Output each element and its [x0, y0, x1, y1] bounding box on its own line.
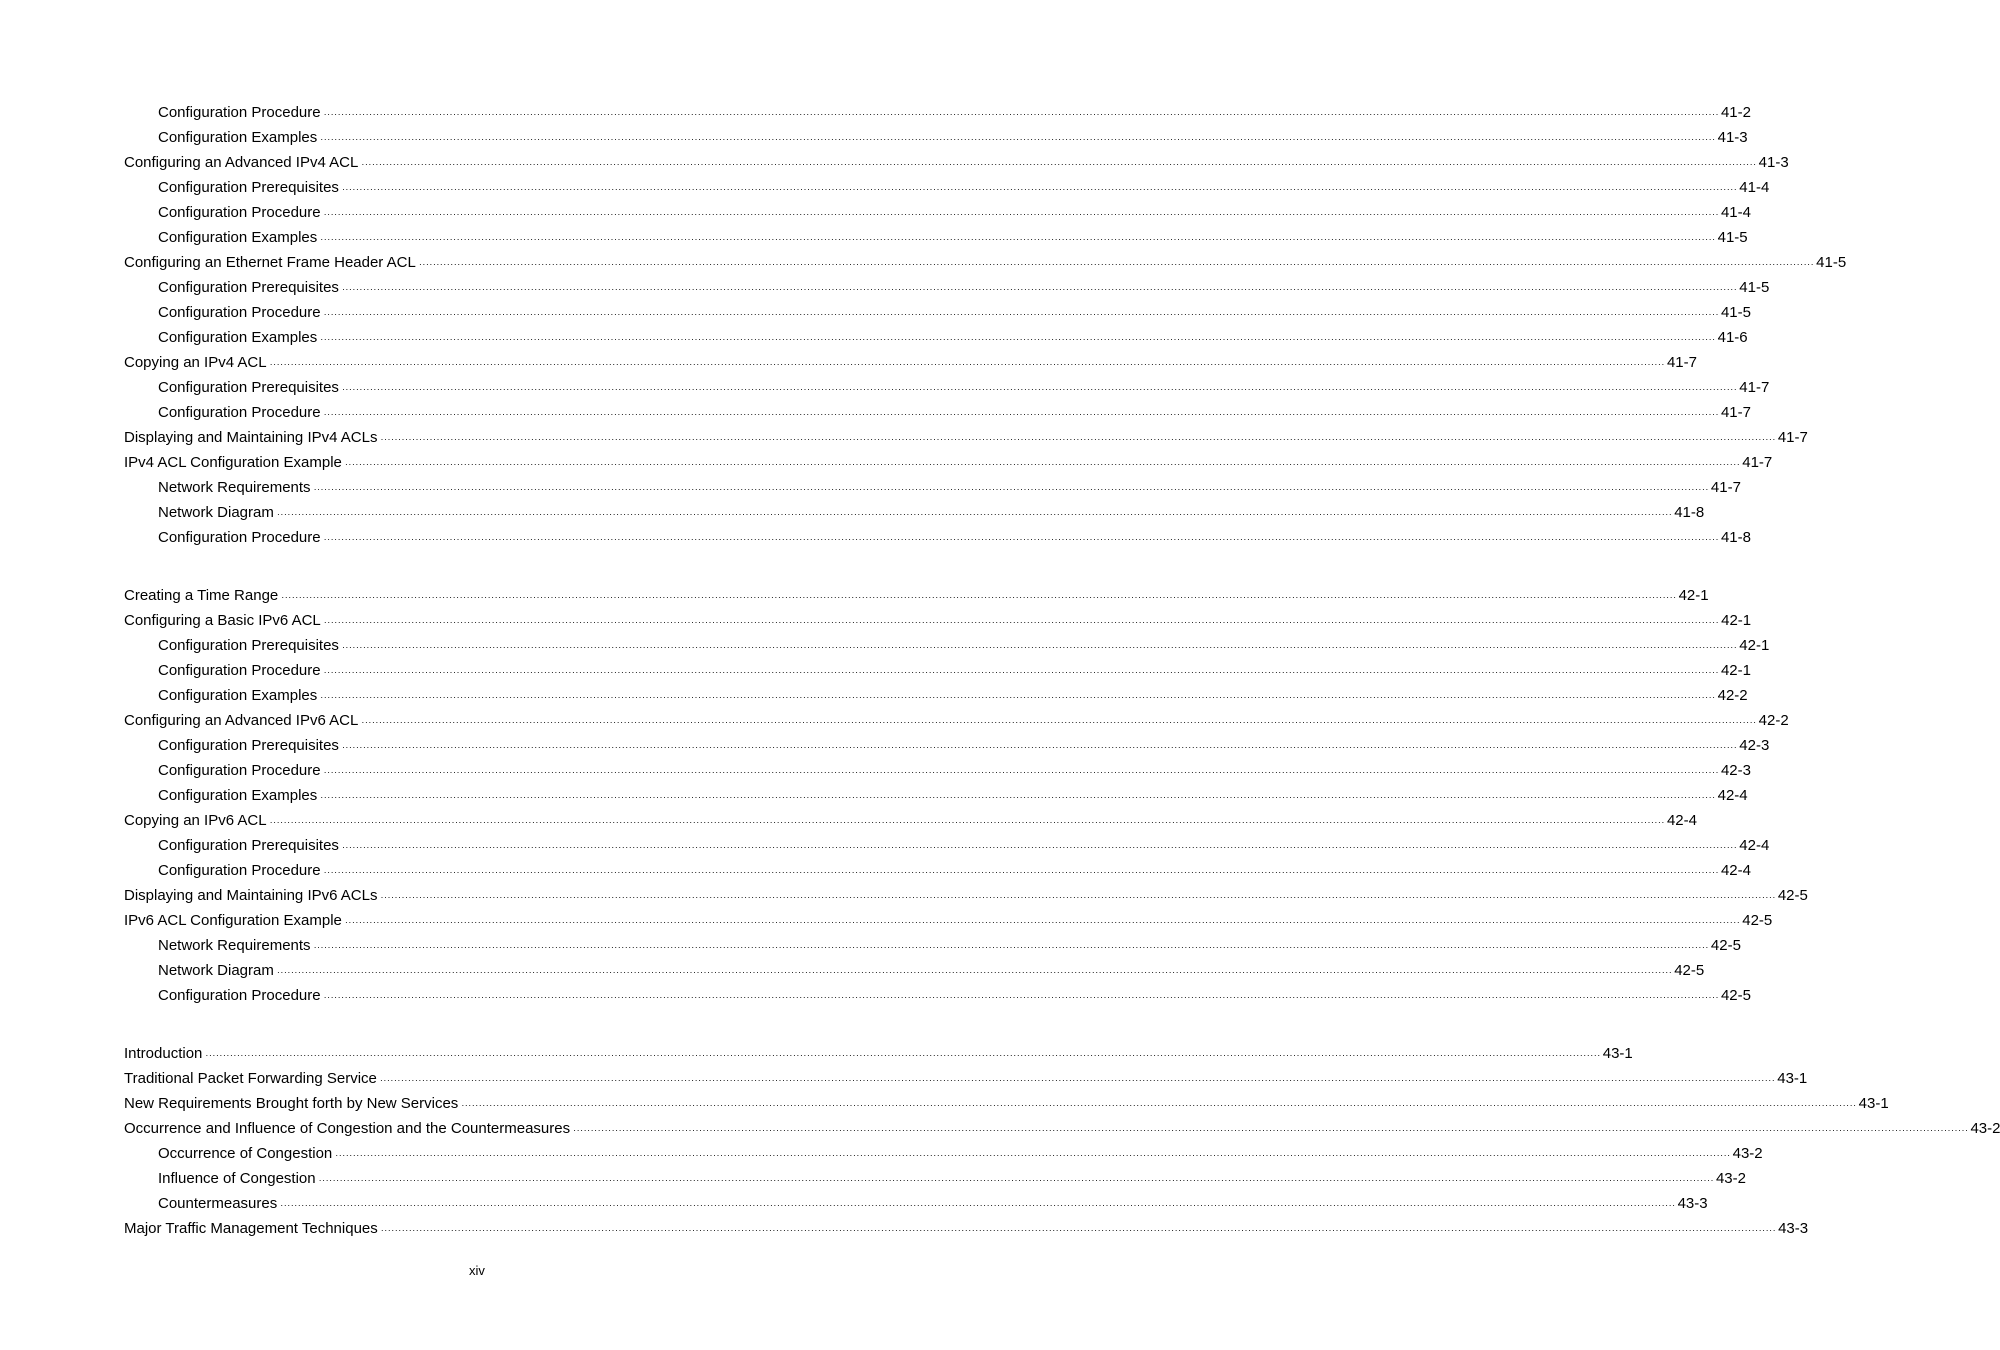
toc-entry-title: Configuration Examples: [158, 787, 318, 804]
toc-entry-title: Configuring an Advanced IPv4 ACL: [124, 154, 359, 171]
toc-entry-page: 43-2: [1715, 1170, 1746, 1187]
dot-leader: ···············································································································································································································································································································································································································: [320, 692, 1716, 702]
toc-entry-title: Configuration Examples: [158, 129, 318, 146]
toc-entry[interactable]: [124, 450, 1773, 475]
dot-leader: ···············································································································································································································································································································································································································: [323, 409, 1719, 419]
toc-entry-page: 41-5: [1717, 229, 1748, 246]
toc-entry-page: 41-3: [1717, 129, 1748, 146]
dot-leader: ···············································································································································································································································································································································································································: [320, 234, 1716, 244]
toc-entry-page: 41-4: [1720, 204, 1751, 221]
toc-entry-title: Configuring an Ethernet Frame Header ACL: [124, 254, 416, 271]
toc-entry[interactable]: [124, 808, 1697, 833]
toc-entry-title: Creating a Time Range: [124, 587, 279, 604]
toc-entry[interactable]: [124, 583, 1709, 608]
toc-entry[interactable]: [124, 250, 1847, 275]
toc-entry-page: 41-5: [1816, 254, 1847, 271]
dot-leader: ···············································································································································································································································································································································································································: [573, 1125, 1969, 1135]
toc-entry-page: 42-1: [1720, 662, 1751, 679]
toc-entry-title: Network Diagram: [158, 504, 274, 521]
dot-leader: ···············································································································································································································································································································································································································: [380, 1225, 1777, 1235]
toc-entry[interactable]: [124, 500, 1705, 525]
toc-entry-title: Configuration Examples: [158, 229, 318, 246]
toc-entry-page: 42-2: [1717, 687, 1748, 704]
toc-entry[interactable]: [124, 200, 1751, 225]
toc-entry[interactable]: [124, 1166, 1746, 1191]
toc-entry-page: 42-5: [1742, 912, 1773, 929]
dot-leader: ···············································································································································································································································································································································································································: [318, 1175, 1714, 1185]
toc-entry-title: Configuration Examples: [158, 687, 318, 704]
toc-entry-page: 41-6: [1717, 329, 1748, 346]
toc-entry-page: 41-7: [1666, 354, 1697, 371]
toc-entry-page: 41-7: [1742, 454, 1773, 471]
toc-entry-title: Configuration Prerequisites: [158, 279, 339, 296]
toc-entry[interactable]: [124, 608, 1752, 633]
dot-leader: ···············································································································································································································································································································································································································: [341, 842, 1738, 852]
toc-entry-page: 42-4: [1739, 837, 1770, 854]
dot-leader: ···············································································································································································································································································································································································································: [418, 259, 1815, 269]
toc-entry-title: Network Requirements: [158, 479, 311, 496]
toc-entry-title: Network Requirements: [158, 937, 311, 954]
toc-entry-title: Configuration Procedure: [158, 762, 321, 779]
dot-leader: ···············································································································································································································································································································································································································: [320, 792, 1716, 802]
toc-entry-page: 41-7: [1710, 479, 1741, 496]
toc-entry-page: 42-4: [1717, 787, 1748, 804]
dot-leader: ···············································································································································································································································································································································································································: [280, 1200, 1676, 1210]
toc-entry[interactable]: [124, 783, 1748, 808]
toc-entry-page: 43-3: [1677, 1195, 1708, 1212]
toc-section: [124, 583, 1808, 1008]
toc-entry-page: 42-5: [1720, 987, 1751, 1004]
toc-entry[interactable]: [124, 908, 1773, 933]
toc-entry-page: 41-7: [1720, 404, 1751, 421]
toc-entry[interactable]: [124, 858, 1751, 883]
toc-entry-title: Displaying and Maintaining IPv4 ACLs: [124, 429, 378, 446]
toc-entry-title: Configuring a Basic IPv6 ACL: [124, 612, 321, 629]
toc-entry-page: 41-4: [1739, 179, 1770, 196]
toc-entry[interactable]: [124, 1216, 1809, 1241]
dot-leader: ···············································································································································································································································································································································································································: [323, 534, 1719, 544]
toc-entry[interactable]: [124, 425, 1808, 450]
toc-section: [124, 100, 1847, 550]
toc-entry-title: Configuration Examples: [158, 329, 318, 346]
toc-entry-page: 41-8: [1720, 529, 1751, 546]
toc-entry-page: 42-4: [1666, 812, 1697, 829]
toc-entry[interactable]: [124, 375, 1770, 400]
dot-leader: ···············································································································································································································································································································································································································: [379, 1075, 1776, 1085]
toc-entry-title: Countermeasures: [158, 1195, 278, 1212]
dot-leader: ···············································································································································································································································································································································································································: [344, 459, 1741, 469]
toc-entry-title: Configuration Procedure: [158, 204, 321, 221]
toc-entry-title: Configuration Prerequisites: [158, 179, 339, 196]
toc-entry-title: Configuration Prerequisites: [158, 837, 339, 854]
toc-entry-page: 42-3: [1739, 737, 1770, 754]
toc-entry-title: Copying an IPv4 ACL: [124, 354, 267, 371]
toc-entry-page: 43-1: [1602, 1045, 1633, 1062]
toc-entry[interactable]: [124, 100, 1751, 125]
dot-leader: ···············································································································································································································································································································································································································: [323, 617, 1720, 627]
dot-leader: ···············································································································································································································································································································································································································: [320, 134, 1716, 144]
toc-entry-title: Copying an IPv6 ACL: [124, 812, 267, 829]
toc-entry[interactable]: [124, 150, 1789, 175]
dot-leader: ···············································································································································································································································································································································································································: [320, 334, 1716, 344]
dot-leader: ···············································································································································································································································································································································································································: [313, 484, 1709, 494]
dot-leader: ···············································································································································································································································································································································································································: [276, 509, 1673, 519]
toc-entry[interactable]: [124, 958, 1705, 983]
toc-entry-title: Major Traffic Management Techniques: [124, 1220, 378, 1237]
toc-entry-title: Introduction: [124, 1045, 203, 1062]
toc-entry-page: 41-3: [1758, 154, 1789, 171]
toc-entry-title: Configuration Procedure: [158, 404, 321, 421]
toc-entry[interactable]: [124, 683, 1748, 708]
dot-leader: ···············································································································································································································································································································································································································: [341, 742, 1738, 752]
toc-section: [124, 1041, 2000, 1241]
toc-entry[interactable]: [124, 1141, 1763, 1166]
toc-entry[interactable]: [124, 475, 1741, 500]
dot-leader: ···············································································································································································································································································································································································································: [323, 992, 1719, 1002]
dot-leader: ···············································································································································································································································································································································································································: [335, 1150, 1731, 1160]
toc-entry-title: Configuration Procedure: [158, 662, 321, 679]
toc-entry-page: 42-1: [1721, 612, 1752, 629]
dot-leader: ···············································································································································································································································································································································································································: [344, 917, 1741, 927]
toc-entry-page: 43-2: [1970, 1120, 2000, 1137]
toc-entry-title: Configuration Procedure: [158, 104, 321, 121]
toc-entry-title: Configuration Procedure: [158, 304, 321, 321]
toc-entry[interactable]: [124, 758, 1751, 783]
toc-entry-title: Occurrence and Influence of Congestion and the Countermeasures: [124, 1120, 571, 1137]
toc-entry-page: 41-5: [1720, 304, 1751, 321]
dot-leader: ···············································································································································································································································································································································································································: [323, 767, 1719, 777]
toc-entry-page: 43-3: [1778, 1220, 1809, 1237]
dot-leader: ···············································································································································································································································································································································································································: [380, 892, 1776, 902]
dot-leader: ···············································································································································································································································································································································································································: [281, 592, 1677, 602]
dot-leader: ···············································································································································································································································································································································································································: [276, 967, 1673, 977]
toc-entry-page: 43-1: [1777, 1070, 1808, 1087]
dot-leader: ···············································································································································································································································································································································································································: [269, 359, 1665, 369]
toc-entry[interactable]: [124, 525, 1751, 550]
dot-leader: ···············································································································································································································································································································································································································: [269, 817, 1665, 827]
dot-leader: ···············································································································································································································································································································································································································: [461, 1100, 1857, 1110]
table-of-contents: [124, 100, 2000, 1241]
toc-entry[interactable]: [124, 225, 1748, 250]
toc-entry[interactable]: [124, 125, 1748, 150]
dot-leader: ···············································································································································································································································································································································································································: [380, 434, 1776, 444]
dot-leader: ···············································································································································································································································································································································································································: [323, 209, 1719, 219]
toc-entry-title: Configuration Procedure: [158, 862, 321, 879]
dot-leader: ···············································································································································································································································································································································································································: [323, 309, 1719, 319]
toc-entry-page: 42-1: [1739, 637, 1770, 654]
toc-entry-title: Configuration Prerequisites: [158, 379, 339, 396]
toc-entry-page: 42-5: [1674, 962, 1705, 979]
toc-entry-title: Traditional Packet Forwarding Service: [124, 1070, 377, 1087]
toc-entry-title: Configuration Prerequisites: [158, 637, 339, 654]
toc-entry[interactable]: [124, 833, 1770, 858]
dot-leader: ···············································································································································································································································································································································································································: [341, 642, 1738, 652]
toc-entry-title: Configuration Prerequisites: [158, 737, 339, 754]
dot-leader: ···············································································································································································································································································································································································································: [361, 159, 1757, 169]
toc-entry-title: IPv6 ACL Configuration Example: [124, 912, 342, 929]
toc-entry-title: Configuration Procedure: [158, 987, 321, 1004]
toc-entry[interactable]: [124, 708, 1789, 733]
toc-entry-title: Configuration Procedure: [158, 529, 321, 546]
toc-entry-page: 41-2: [1720, 104, 1751, 121]
dot-leader: ···············································································································································································································································································································································································································: [341, 384, 1738, 394]
toc-entry-page: 42-1: [1678, 587, 1709, 604]
toc-entry[interactable]: [124, 350, 1697, 375]
toc-entry[interactable]: [124, 325, 1748, 350]
toc-entry[interactable]: [124, 733, 1770, 758]
dot-leader: ···············································································································································································································································································································································································································: [341, 184, 1738, 194]
toc-entry[interactable]: [124, 933, 1741, 958]
toc-entry[interactable]: [124, 1041, 1633, 1066]
toc-entry[interactable]: [124, 883, 1808, 908]
toc-entry[interactable]: [124, 1116, 2000, 1141]
toc-entry[interactable]: [124, 1066, 1808, 1091]
toc-entry[interactable]: [124, 1191, 1708, 1216]
toc-entry-page: 42-5: [1710, 937, 1741, 954]
toc-entry-title: Occurrence of Congestion: [158, 1145, 333, 1162]
dot-leader: ···············································································································································································································································································································································································································: [205, 1050, 1601, 1060]
toc-entry-page: 41-7: [1739, 379, 1770, 396]
toc-entry-page: 41-8: [1674, 504, 1705, 521]
toc-entry-page: 42-5: [1777, 887, 1808, 904]
toc-entry[interactable]: [124, 300, 1751, 325]
toc-entry[interactable]: [124, 1091, 1889, 1116]
toc-entry-page: 43-1: [1858, 1095, 1889, 1112]
toc-entry[interactable]: [124, 658, 1751, 683]
toc-entry[interactable]: [124, 275, 1770, 300]
toc-entry-title: IPv4 ACL Configuration Example: [124, 454, 342, 471]
toc-entry-title: New Requirements Brought forth by New Services: [124, 1095, 459, 1112]
toc-entry-page: 42-2: [1758, 712, 1789, 729]
toc-entry[interactable]: [124, 400, 1751, 425]
dot-leader: ···············································································································································································································································································································································································································: [323, 109, 1719, 119]
toc-entry-title: Displaying and Maintaining IPv6 ACLs: [124, 887, 378, 904]
page-number: xiv: [469, 1263, 485, 1278]
toc-entry-page: 43-2: [1732, 1145, 1763, 1162]
dot-leader: ···············································································································································································································································································································································································································: [323, 667, 1719, 677]
toc-entry-title: Network Diagram: [158, 962, 274, 979]
toc-entry[interactable]: [124, 983, 1751, 1008]
toc-entry-page: 41-5: [1739, 279, 1770, 296]
toc-entry[interactable]: [124, 175, 1770, 200]
dot-leader: ···············································································································································································································································································································································································································: [361, 717, 1757, 727]
toc-entry-page: 42-3: [1720, 762, 1751, 779]
dot-leader: ···············································································································································································································································································································································································································: [341, 284, 1738, 294]
toc-entry-title: Configuring an Advanced IPv6 ACL: [124, 712, 359, 729]
toc-entry-title: Influence of Congestion: [158, 1170, 316, 1187]
toc-entry[interactable]: [124, 633, 1770, 658]
dot-leader: ···············································································································································································································································································································································································································: [313, 942, 1709, 952]
toc-entry-page: 42-4: [1720, 862, 1751, 879]
toc-entry-page: 41-7: [1777, 429, 1808, 446]
dot-leader: ···············································································································································································································································································································································································································: [323, 867, 1719, 877]
